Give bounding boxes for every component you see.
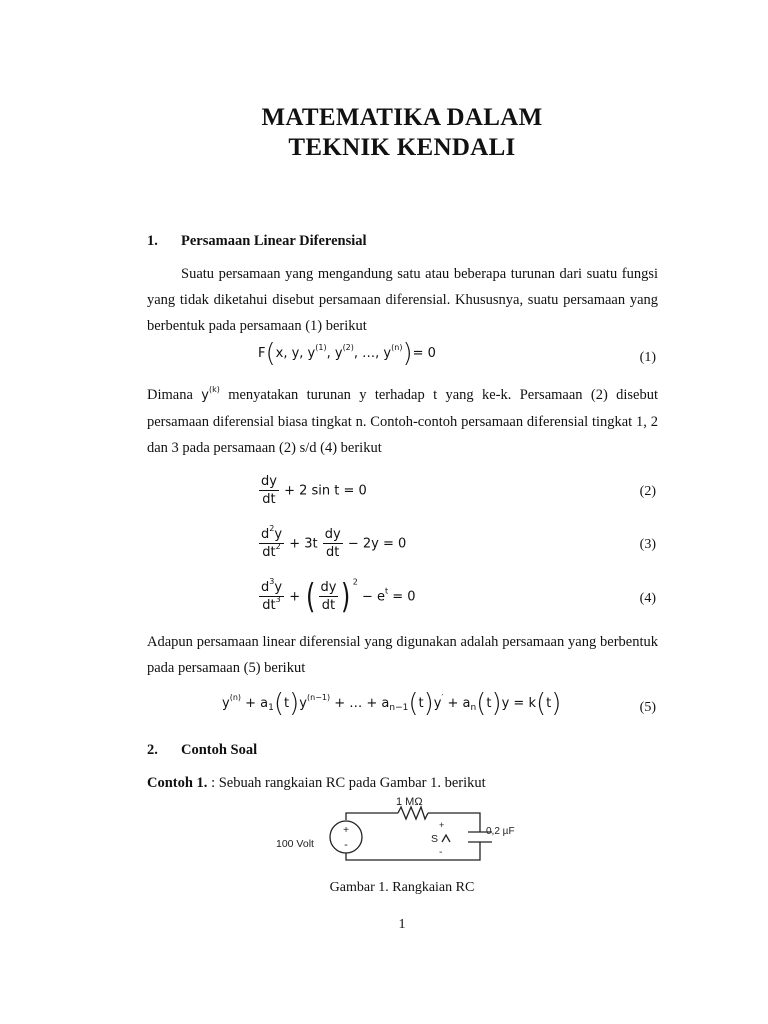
- equation-5-number: (5): [639, 700, 656, 715]
- source-label: 100 Volt: [276, 838, 314, 850]
- paragraph-1: [147, 261, 658, 339]
- resistor-symbol: [398, 807, 428, 819]
- example-1-text: : Sebuah rangkaian RC pada Gambar 1. berikut: [207, 775, 486, 791]
- paragraph-2: Dimana $y^{(k)}$ menyatakan turunan y terhadap t yang ke-k. Persamaan (2) disebut persamaan diferensial biasa tingkat n. Contoh-contoh persamaan diferensial tingkat 1, 2 dan 3 pada persamaan (2) s/d (4) berikut: [147, 385, 659, 456]
- paragraph-3-text: Adapun persamaan linear diferensial yang digunakan adalah persamaan yang berbentuk pada persamaan (5) berikut: [147, 634, 658, 676]
- capacitor-label: 0,2 µF: [486, 826, 515, 837]
- figure-caption: Gambar 1. Rangkaian RC: [329, 880, 475, 895]
- equation-1-number: (1): [639, 350, 656, 365]
- equation-5: $y^{(n)} + a_1(t)y^{(n-1)}$ + … + $a_{n-1}(t)y' + a_n(t)y = k(t)$: [222, 688, 562, 719]
- rc-circuit-diagram: [268, 792, 538, 872]
- equation-3: $\frac{d^2y}{dt^2}$ + 3t $\frac{dy}{dt}$ − 2y = 0: [261, 524, 407, 560]
- equation-2-number: (2): [639, 484, 656, 499]
- page-number: 1: [398, 917, 406, 932]
- paragraph-1-text: Suatu persamaan yang mengandung satu atau beberapa turunan dari suatu fungsi yang tidak diketahui disebut persamaan diferensial. Khususnya, suatu persamaan yang berbentuk pada persamaan (1) berikut: [147, 266, 658, 334]
- equation-2: $\frac{dy}{dt}$ + 2 sin t = 0: [261, 474, 367, 507]
- equation-4-number: (4): [639, 591, 656, 606]
- source-minus-sign: -: [344, 839, 348, 851]
- example-1: [147, 775, 486, 792]
- section1-number: 1.: [147, 233, 158, 249]
- switch-minus-sign: -: [439, 847, 443, 858]
- example-1-label: Contoh 1.: [147, 775, 208, 791]
- equation-3-number: (3): [639, 537, 656, 552]
- resistor-label: 1 MΩ: [396, 796, 423, 808]
- document-title-line2: TEKNIK KENDALI: [288, 134, 516, 161]
- section1-heading: Persamaan Linear Diferensial: [181, 233, 367, 249]
- equation-1: F(x, y, $y^{(1)}$, $y^{(2)}$, …, $y^{(n)})= 0$: [258, 338, 436, 369]
- switch-label: S: [431, 833, 439, 845]
- document-title-line1: MATEMATIKA DALAM: [261, 104, 543, 131]
- paragraph-2-start: Dimana: [147, 387, 193, 403]
- section2-number: 2.: [147, 742, 158, 758]
- equation-4: $\frac{d^3y}{dt^3}$ + ( $\frac{dy}{dt}$ ) $^2 - e^t = 0$: [261, 577, 416, 617]
- switch-symbol: [442, 835, 450, 842]
- section2-heading: Contoh Soal: [181, 742, 258, 758]
- source-plus-sign: +: [343, 825, 349, 836]
- paragraph-3: [147, 629, 658, 681]
- paragraph-2-rest: menyatakan turunan y terhadap t yang ke-k. Persamaan (2) disebut persamaan diferensial biasa tingkat n. Contoh-contoh persamaan diferensial tingkat 1, 2 dan 3 pada persamaan (2) s/d (4) berikut: [147, 387, 659, 456]
- switch-plus-sign: +: [439, 820, 445, 830]
